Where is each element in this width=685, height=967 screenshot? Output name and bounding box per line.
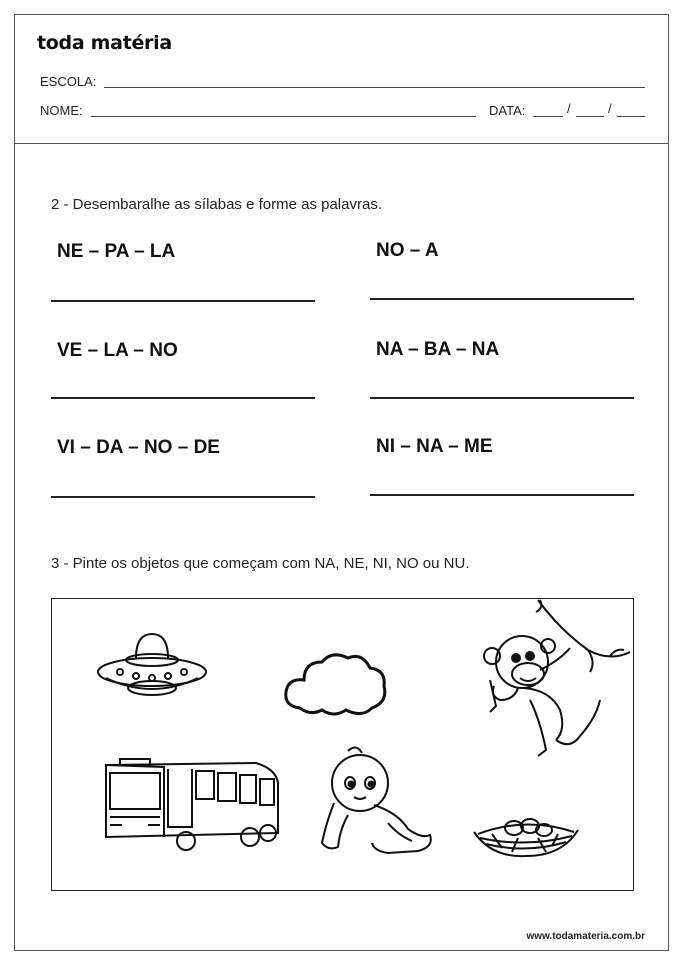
answer-line[interactable] bbox=[370, 397, 634, 399]
date-day-field[interactable] bbox=[533, 116, 563, 117]
name-field[interactable] bbox=[91, 116, 476, 117]
school-field[interactable] bbox=[104, 87, 645, 88]
name-label: NOME: bbox=[40, 103, 83, 118]
school-label: ESCOLA: bbox=[40, 74, 97, 89]
question-3-prompt: 3 - Pinte os objetos que começam com NA, NE, NI, NO ou NU. bbox=[51, 555, 470, 572]
cloud-icon[interactable] bbox=[282, 648, 390, 718]
date-month-field[interactable] bbox=[576, 116, 604, 117]
syllables-item: VI – DA – NO – DE bbox=[57, 437, 220, 458]
nest-icon[interactable] bbox=[472, 808, 580, 858]
date-label: DATA: bbox=[489, 103, 526, 118]
syllables-item: NE – PA – LA bbox=[57, 241, 176, 262]
syllables-item: NI – NA – ME bbox=[376, 436, 493, 457]
syllables-item: VE – LA – NO bbox=[57, 340, 178, 361]
baby-icon[interactable] bbox=[318, 743, 436, 858]
ufo-icon[interactable] bbox=[96, 630, 208, 702]
answer-line[interactable] bbox=[51, 397, 315, 399]
answer-line[interactable] bbox=[51, 496, 315, 498]
answer-line[interactable] bbox=[370, 298, 634, 300]
bus-icon[interactable] bbox=[100, 755, 280, 853]
answer-line[interactable] bbox=[51, 300, 315, 302]
date-year-field[interactable] bbox=[617, 116, 645, 117]
syllables-item: NA – BA – NA bbox=[376, 339, 500, 360]
footer-url[interactable]: www.todamateria.com.br bbox=[526, 931, 645, 942]
date-separator: / bbox=[567, 101, 571, 116]
brand-logo: toda matéria bbox=[37, 32, 172, 54]
monkey-icon[interactable] bbox=[470, 600, 635, 770]
date-separator: / bbox=[608, 101, 612, 116]
answer-line[interactable] bbox=[370, 494, 634, 496]
header-separator bbox=[14, 143, 669, 144]
question-2-prompt: 2 - Desembaralhe as sílabas e forme as palavras. bbox=[51, 196, 382, 213]
syllables-item: NO – A bbox=[376, 240, 439, 261]
